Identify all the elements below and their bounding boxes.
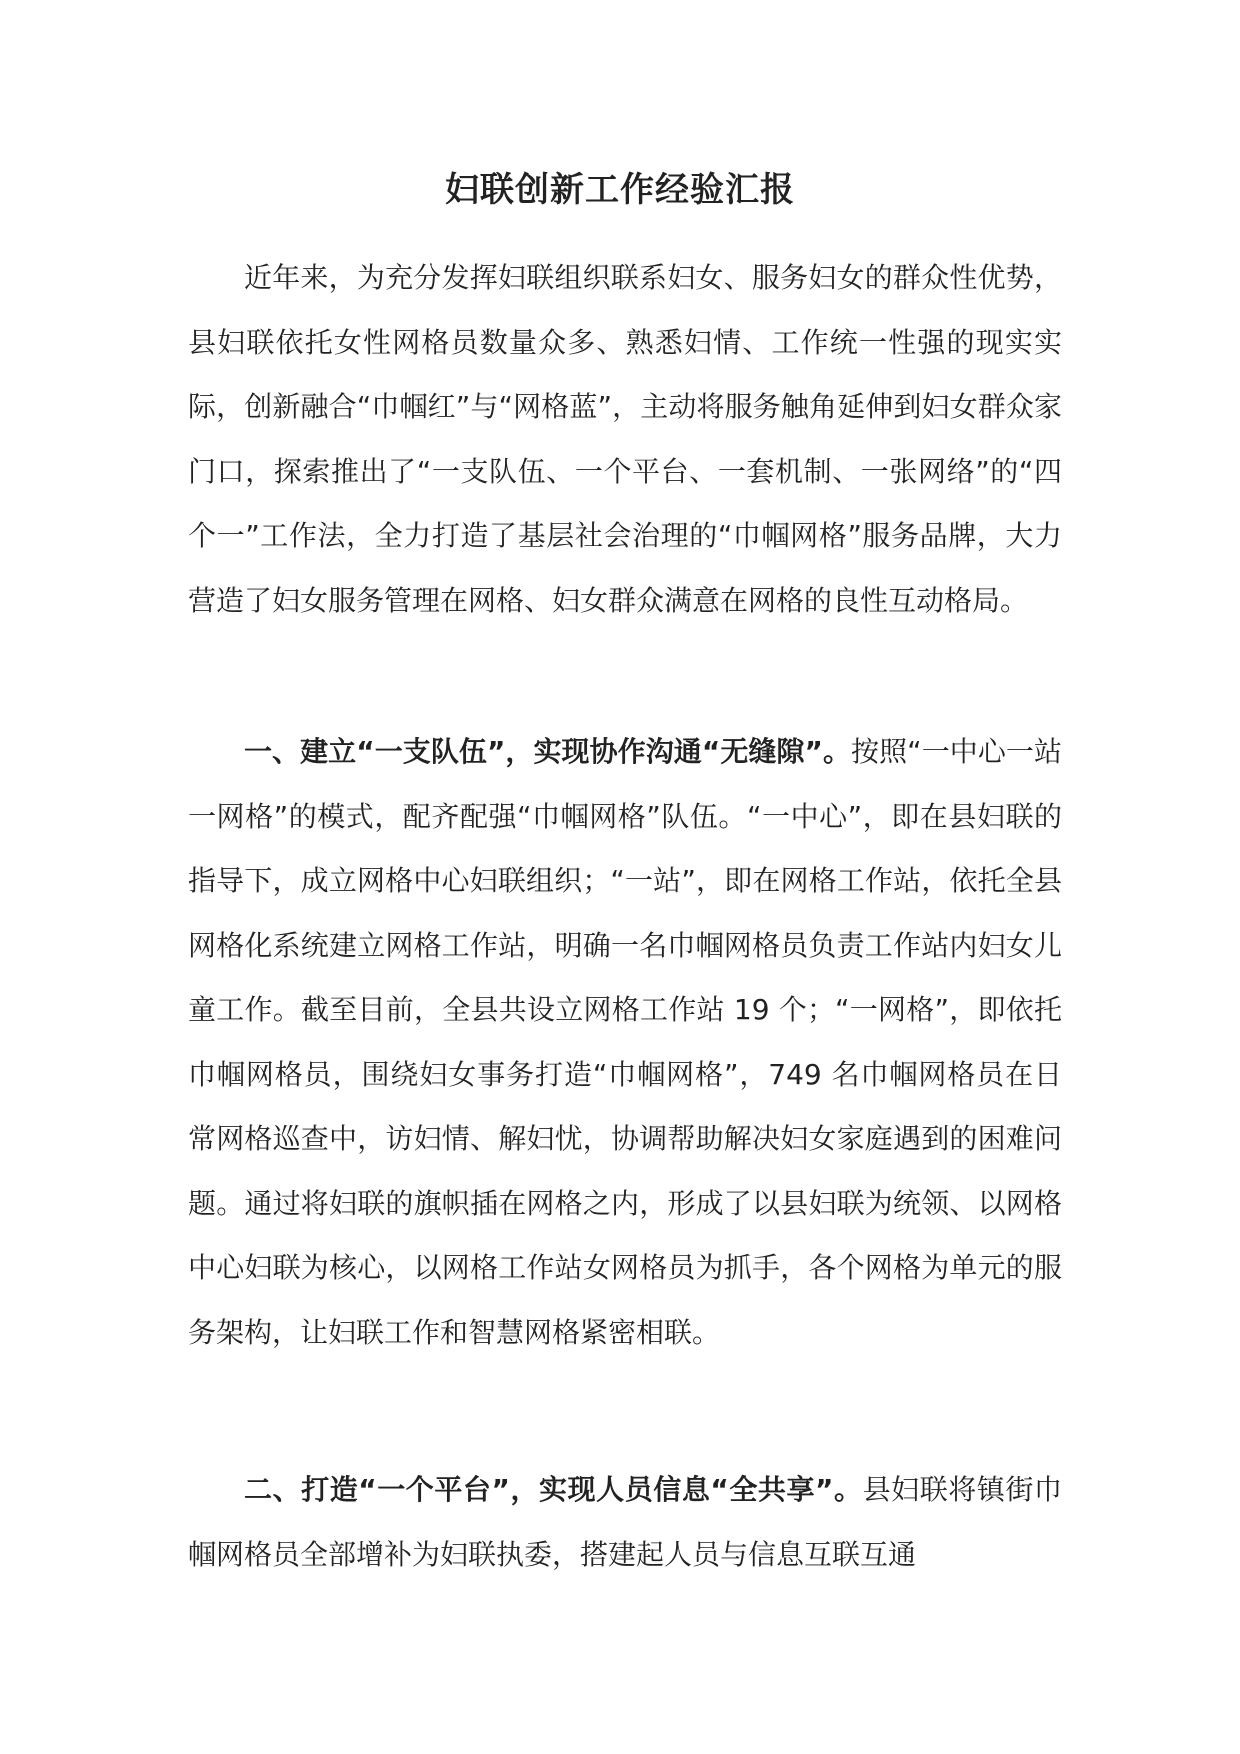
section-heading: 二、打造“一个平台”，实现人员信息“全共享”。 <box>244 1473 863 1506</box>
paragraph-intro <box>188 246 1062 633</box>
paragraph-section-two <box>188 1458 1062 1587</box>
paragraph-text: 按照“一中心一站一网格”的模式，配齐配强“巾帼网格”队伍。“一中心”，即在县妇联的指导下，成立网格中心妇联组织；“一站”，即在网格工作站，依托全县网格化系统建立网格工作站，明确一名巾帼网格员负责工作站内妇女儿童工作。截至目前，全县共设立网格工作站 19 个；“一网格”，即依托巾帼网格员，围绕妇女事务打造“巾帼网格”，749 名巾帼网格员在日常网格巡查中，访妇情、解妇忧，协调帮助解决妇女家庭遇到的困难问题。通过将妇联的旗帜插在网格之内，形成了以县妇联为统领、以网格中心妇联为核心，以网格工作站女网格员为抓手，各个网格为单元的服务架构，让妇联工作和智慧网格紧密相联。 <box>188 735 1062 1349</box>
section-heading: 一、建立“一支队伍”，实现协作沟通“无缝隙”。 <box>244 735 852 768</box>
paragraph-text: 近年来，为充分发挥妇联组织联系妇女、服务妇女的群众性优势，县妇联依托女性网格员数量众多、熟悉妇情、工作统一性强的现实实际，创新融合“巾帼红”与“网格蓝”，主动将服务触角延伸到妇女群众家门口，探索推出了“一支队伍、一个平台、一套机制、一张网络”的“四个一”工作法，全力打造了基层社会治理的“巾帼网格”服务品牌，大力营造了妇女服务管理在网格、妇女群众满意在网格的良性互动格局。 <box>188 261 1062 617</box>
paragraph-text: 县妇联将镇街巾帼网格员全部增补为妇联执委，搭建起人员与信息互联互通 <box>188 1473 1062 1571</box>
document-title: 妇联创新工作经验汇报 <box>445 170 795 210</box>
paragraph-section-one <box>188 720 1062 1365</box>
